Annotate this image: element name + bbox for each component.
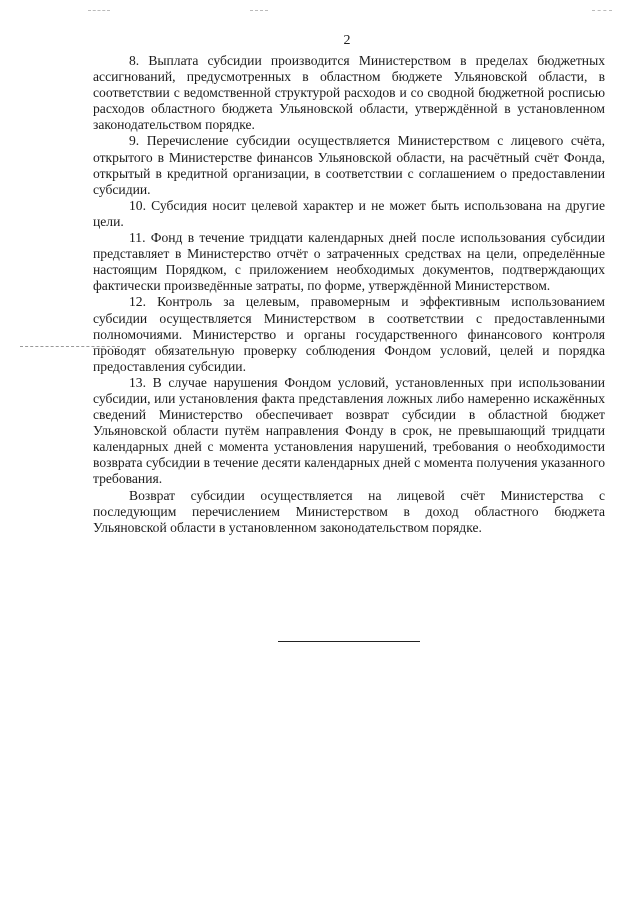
paragraph-8: 8. Выплата субсидии производится Министерством в пределах бюджетных ассигнований, предусмотренных в областном бюджете Ульяновской области, в соответствии с ведомственной структурой расходов и со сводной бюджетной росписью расходов областного бюджета Ульяновской области, утверждённой в установленном законодательством порядке.	[93, 53, 605, 133]
closing-rule	[278, 641, 420, 642]
page-number: 2	[343, 33, 351, 48]
document-body	[93, 53, 605, 536]
scan-artifact	[592, 10, 612, 11]
paragraph-13: 13. В случае нарушения Фондом условий, установленных при использовании субсидии, или установления факта представления ложных либо намеренно искажённых сведений Министерство обеспечивает возврат субсидии в областной бюджет Ульяновской области путём направления Фонду в срок, не превышающий тридцати календарных дней с момента установления нарушений, требования о необходимости возврата субсидии в течение десяти календарных дней с момента получения указанного требования.	[93, 374, 605, 487]
scan-artifact	[88, 10, 110, 11]
paragraph-10: 10. Субсидия носит целевой характер и не может быть использована на другие цели.	[93, 197, 605, 229]
paragraph-9: 9. Перечисление субсидии осуществляется Министерством с лицевого счёта, открытого в Министерстве финансов Ульяновской области, на расчётный счёт Фонда, открытый в кредитной организации, в соответствии с соглашением о предоставлении субсидии.	[93, 133, 605, 197]
scan-artifact	[20, 346, 120, 347]
scan-artifact	[250, 10, 268, 11]
paragraph-11: 11. Фонд в течение тридцати календарных дней после использования субсидии представляет в Министерство отчёт о затраченных средствах на цели, определённые настоящим Порядком, с приложением необходимых документов, подтверждающих фактически произведённые затраты, по форме, утверждённой Министерством.	[93, 230, 605, 294]
paragraph-refund: Возврат субсидии осуществляется на лицевой счёт Министерства с последующим перечислением Министерством в доход областного бюджета Ульяновской области в установленном законодательством порядке.	[93, 487, 605, 535]
paragraph-12: 12. Контроль за целевым, правомерным и эффективным использованием субсидии осуществляется Министерством в соответствии с предоставленными полномочиями. Министерство и органы государственного финансового контроля проводят обязательную проверку соблюдения Фондом условий, целей и порядка предоставления субсидии.	[93, 294, 605, 374]
